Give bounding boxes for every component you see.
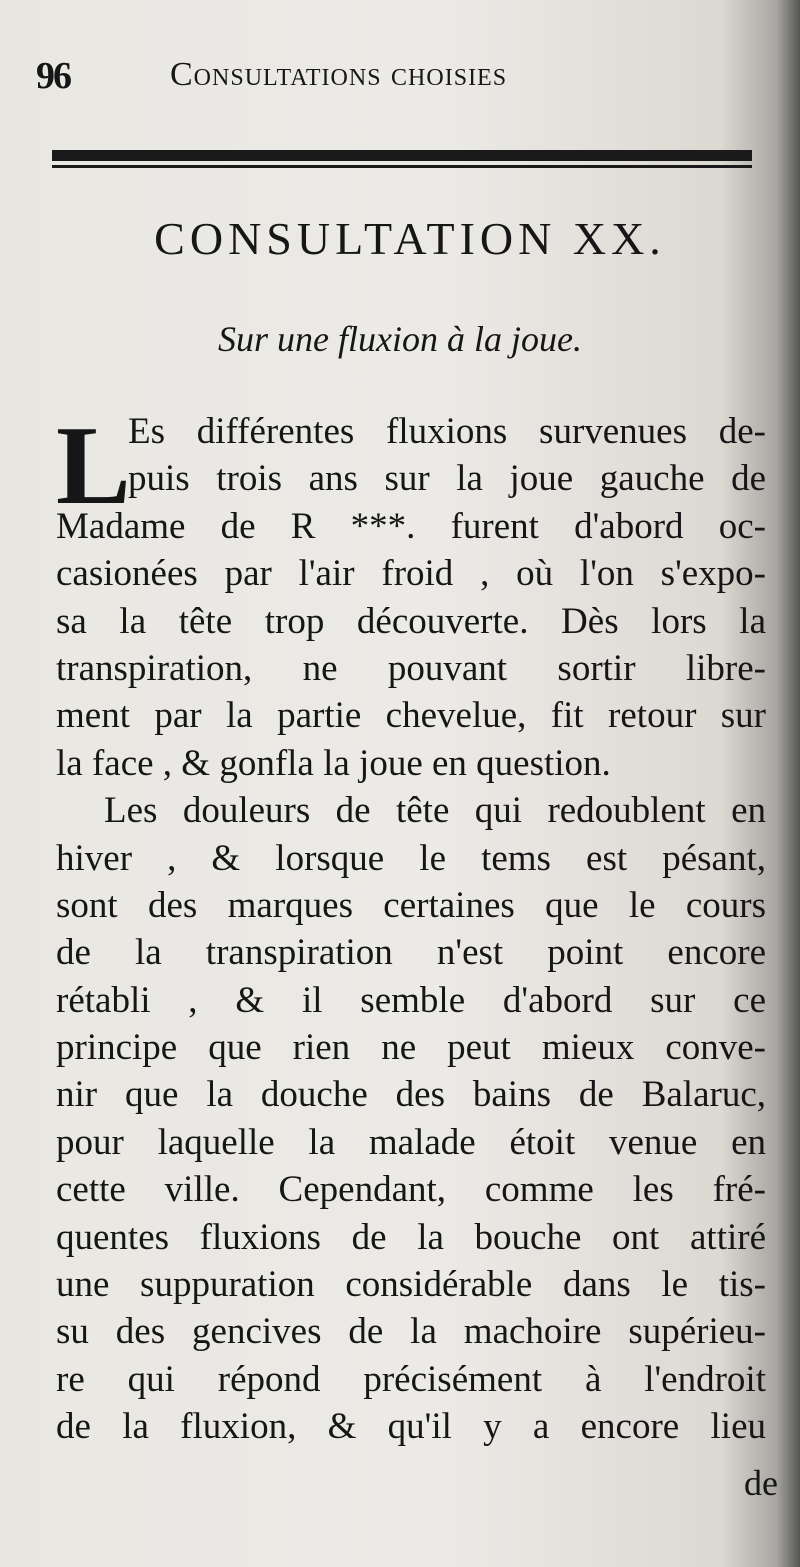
- text-line: casionées par l'air froid , où l'on s'expo-: [56, 553, 766, 595]
- text-line: la face , & gonfla la joue en question.: [56, 742, 611, 784]
- text-line: sont des marques certaines que le cours: [56, 884, 766, 926]
- header-rule: [52, 150, 752, 168]
- drop-cap: L: [56, 404, 131, 528]
- text-line: pour laquelle la malade étoit venue en: [56, 1121, 766, 1163]
- text-line: cette ville. Cependant, comme les fré-: [56, 1169, 766, 1211]
- text-line: de la fluxion, & qu'il y a encore lieu: [56, 1406, 766, 1448]
- text-line: une suppuration considérable dans le tis-: [56, 1264, 766, 1306]
- text-line: hiver , & lorsque le tems est pésant,: [56, 837, 766, 879]
- running-head: Consultations choisies: [170, 56, 508, 93]
- text-line: Les douleurs de tête qui redoublent en: [104, 790, 766, 832]
- chapter-title: CONSULTATION XX.: [154, 213, 666, 264]
- catchword: de: [744, 1463, 778, 1503]
- text-line: nir que la douche des bains de Balaruc,: [56, 1074, 766, 1116]
- text-line: sa la tête trop découverte. Dès lors la: [56, 600, 766, 642]
- text-line: su des gencives de la machoire supérieu-: [56, 1311, 766, 1353]
- text-line: rétabli , & il semble d'abord sur ce: [56, 979, 766, 1021]
- text-line: transpiration, ne pouvant sortir libre-: [56, 647, 766, 689]
- page-header: [36, 52, 776, 108]
- text-line: de la transpiration n'est point encore: [56, 932, 766, 974]
- text-line: principe que rien ne peut mieux conve-: [56, 1027, 766, 1069]
- text-line: quentes fluxions de la bouche ont attiré: [56, 1216, 766, 1258]
- body-text: [56, 404, 766, 1451]
- text-line: Madame de R ***. furent d'abord oc-: [56, 505, 766, 547]
- chapter-subtitle: Sur une fluxion à la joue.: [218, 319, 582, 359]
- text-line: Es différentes fluxions survenues de-: [128, 411, 766, 452]
- text-line: re qui répond précisément à l'endroit: [56, 1358, 766, 1400]
- page-number: 96: [36, 55, 70, 97]
- text-line: ment par la partie chevelue, fit retour sur: [56, 695, 766, 737]
- text-line: puis trois ans sur la joue gauche de: [128, 458, 766, 500]
